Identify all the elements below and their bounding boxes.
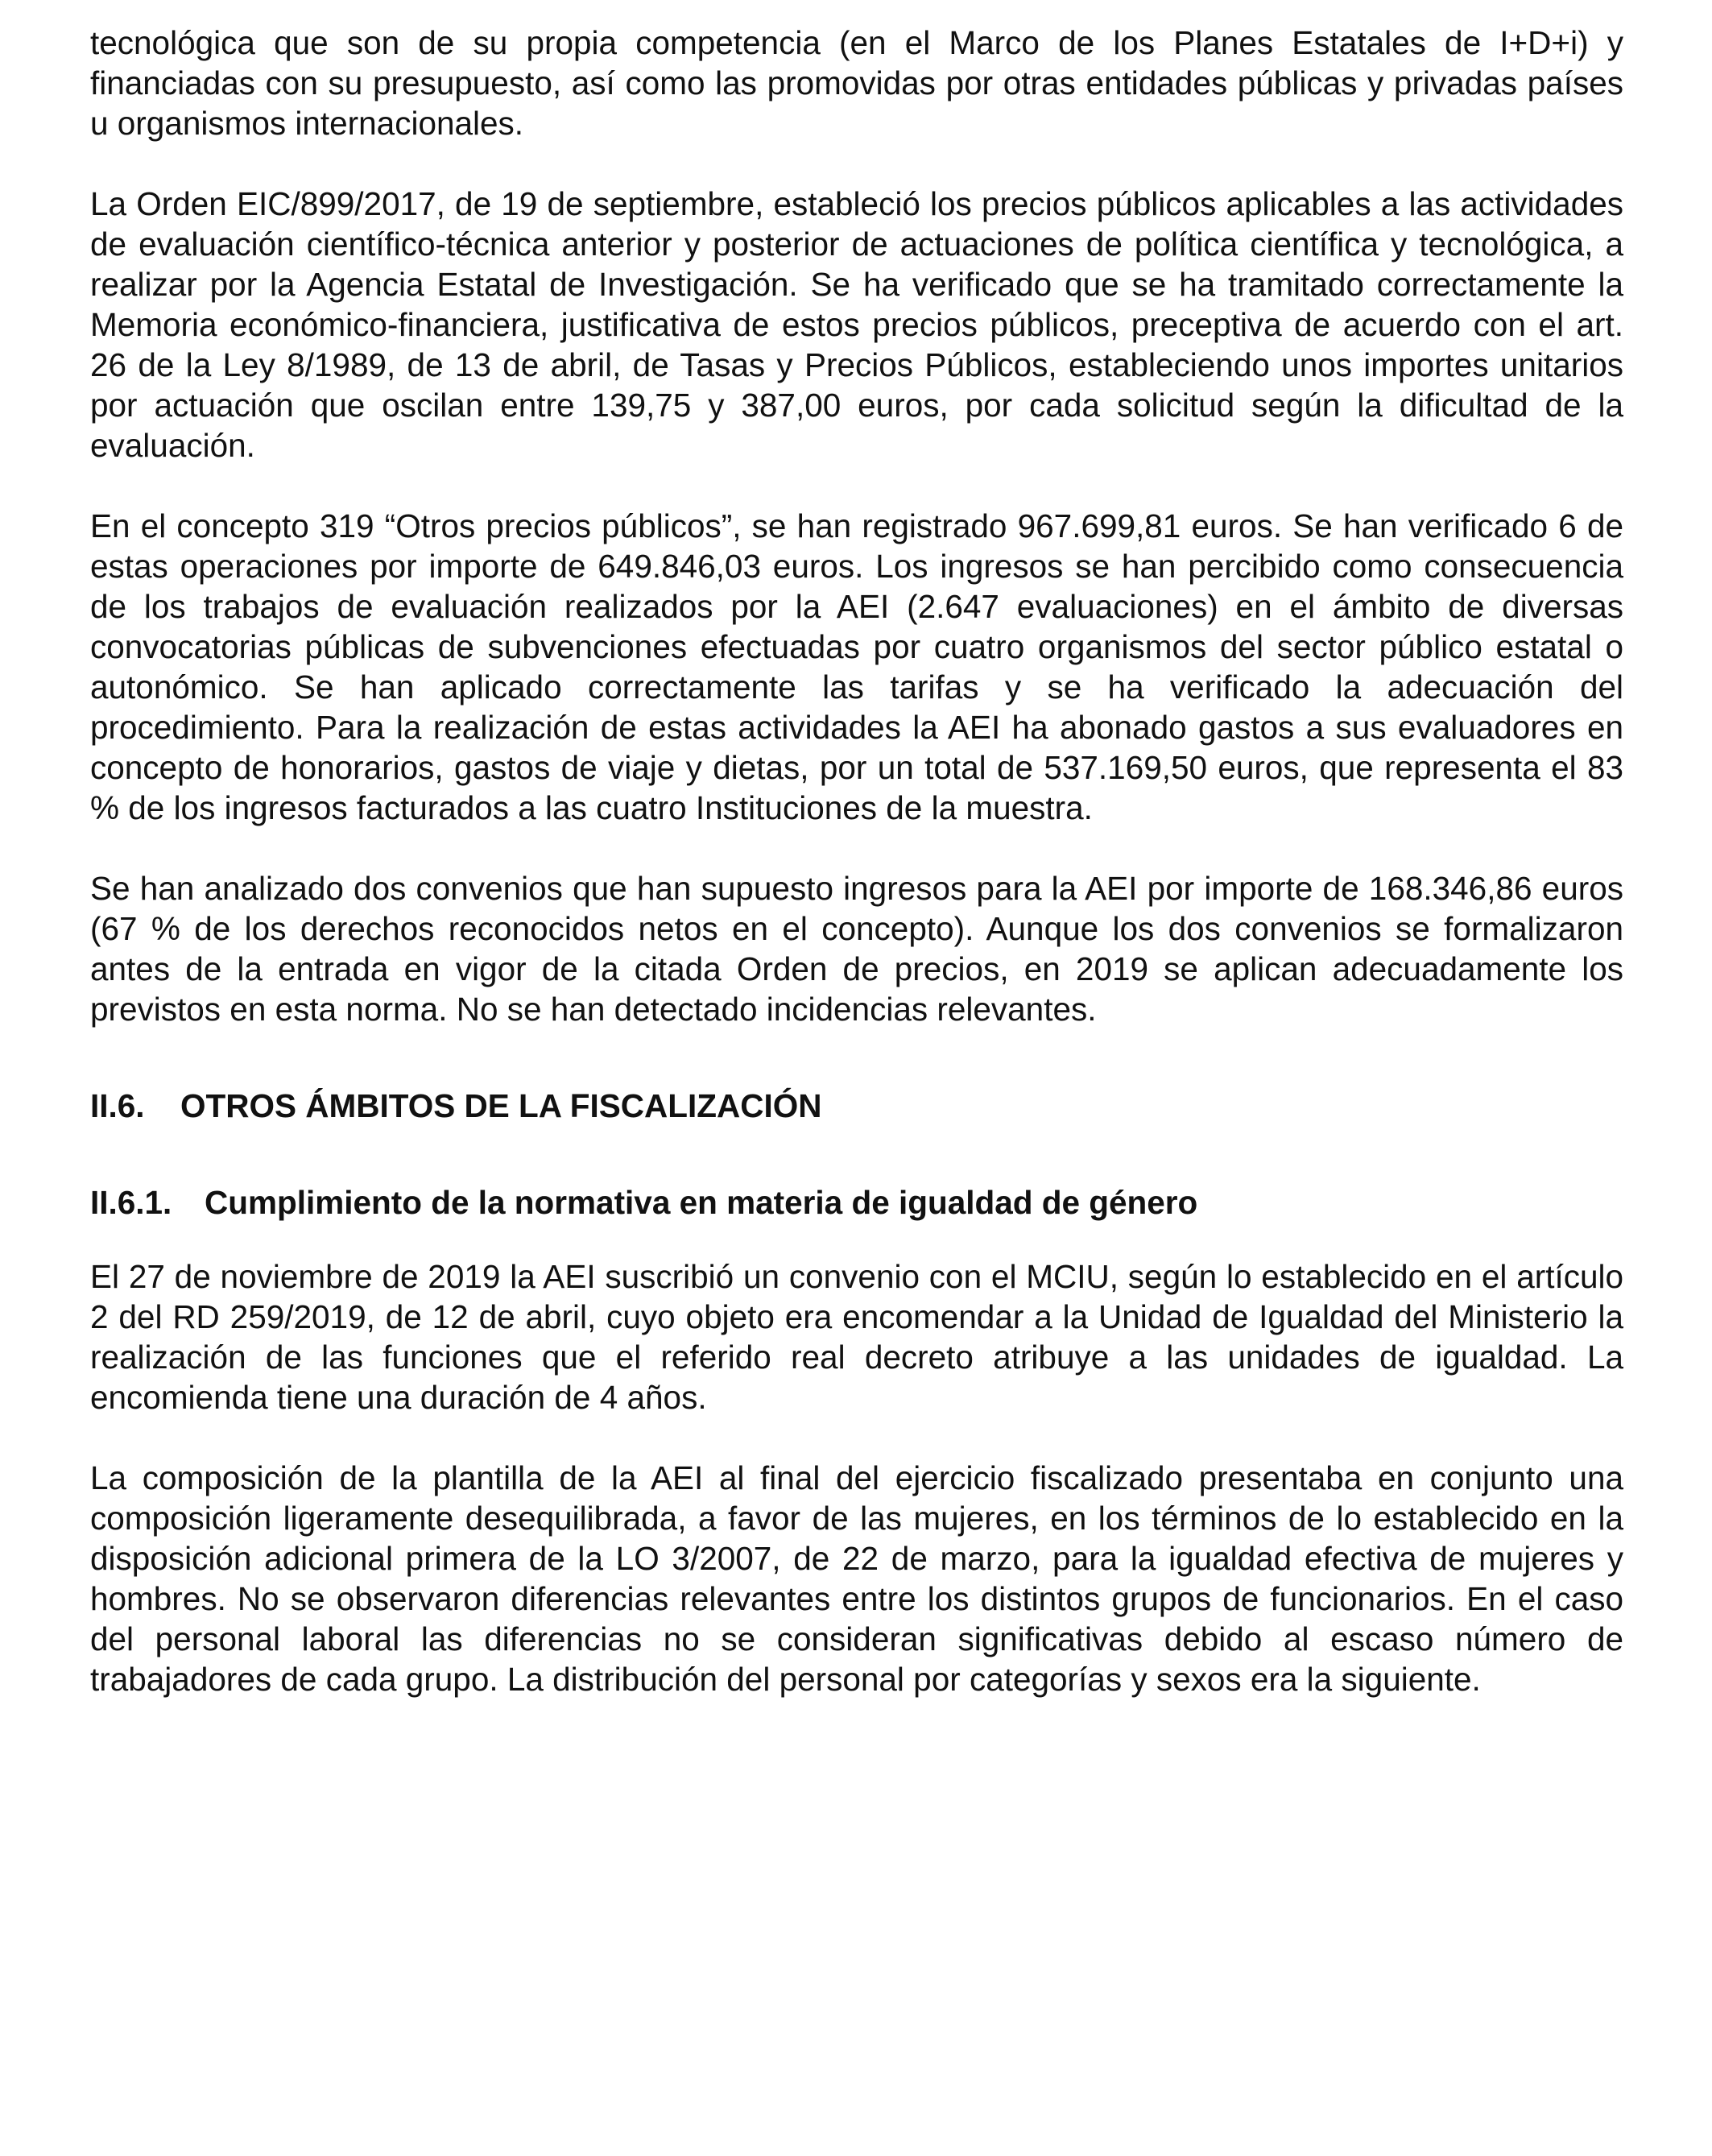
section-heading (90, 1086, 1623, 1126)
subsection-heading (90, 1182, 1623, 1223)
document-page (90, 23, 1623, 1699)
paragraph-continuation: tecnológica que son de su propia competencia (en el Marco de los Planes Estatales de I+D+i) y financiadas con su presupuesto, así como las promovidas por otras entidades públicas y privadas países u organismos internacionales. (90, 24, 1623, 142)
paragraph-convenios: Se han analizado dos convenios que han supuesto ingresos para la AEI por importe de 168.346,86 euros (67 % de los derechos reconocidos netos en el concepto). Aunque los dos convenios se formalizaron antes de la entrada en vigor de la citada Orden de precios, en 2019 se aplican adecuadamente los previstos en esta norma. No se han detectado incidencias relevantes. (90, 870, 1623, 1028)
subsection-heading-number: II.6.1. (90, 1184, 172, 1221)
section-heading-title: OTROS ÁMBITOS DE LA FISCALIZACIÓN (180, 1087, 822, 1124)
subsection-heading-title: Cumplimiento de la normativa en materia de igualdad de género (205, 1184, 1198, 1221)
paragraph-orden-precios: La Orden EIC/899/2017, de 19 de septiembre, estableció los precios públicos aplicables a las actividades de evaluación científico-técnica anterior y posterior de actuaciones de política científica y tecnológica, a realizar por la Agencia Estatal de Investigación. Se ha verificado que se ha tramitado correctamente la Memoria económico-financiera, justificativa de estos precios públicos, preceptiva de acuerdo con el art. 26 de la Ley 8/1989, de 13 de abril, de Tasas y Precios Públicos, estableciendo unos importes unitarios por actuación que oscilan entre 139,75 y 387,00 euros, por cada solicitud según la dificultad de la evaluación. (90, 185, 1623, 464)
section-heading-number: II.6. (90, 1087, 145, 1124)
paragraph-convenio-igualdad: El 27 de noviembre de 2019 la AEI suscribió un convenio con el MCIU, según lo establecido en el artículo 2 del RD 259/2019, de 12 de abril, cuyo objeto era encomendar a la Unidad de Igualdad del Ministerio la realización de las funciones que el referido real decreto atribuye a las unidades de igualdad. La encomienda tiene una duración de 4 años. (90, 1258, 1623, 1416)
paragraph-composicion-plantilla: La composición de la plantilla de la AEI al final del ejercicio fiscalizado presentaba en conjunto una composición ligeramente desequilibrada, a favor de las mujeres, en los términos de lo establecido en la disposición adicional primera de la LO 3/2007, de 22 de marzo, para la igualdad efectiva de mujeres y hombres. No se observaron diferencias relevantes entre los distintos grupos de funcionarios. En el caso del personal laboral las diferencias no se consideran significativas debido al escaso número de trabajadores de cada grupo. La distribución del personal por categorías y sexos era la siguiente. (90, 1459, 1623, 1698)
paragraph-concepto-319: En el concepto 319 “Otros precios públicos”, se han registrado 967.699,81 euros. Se han verificado 6 de estas operaciones por importe de 649.846,03 euros. Los ingresos se han percibido como consecuencia de los trabajos de evaluación realizados por la AEI (2.647 evaluaciones) en el ámbito de diversas convocatorias públicas de subvenciones efectuadas por cuatro organismos del sector público estatal o autonómico. Se han aplicado correctamente las tarifas y se ha verificado la adecuación del procedimiento. Para la realización de estas actividades la AEI ha abonado gastos a sus evaluadores en concepto de honorarios, gastos de viaje y dietas, por un total de 537.169,50 euros, que representa el 83 % de los ingresos facturados a las cuatro Instituciones de la muestra. (90, 507, 1623, 826)
